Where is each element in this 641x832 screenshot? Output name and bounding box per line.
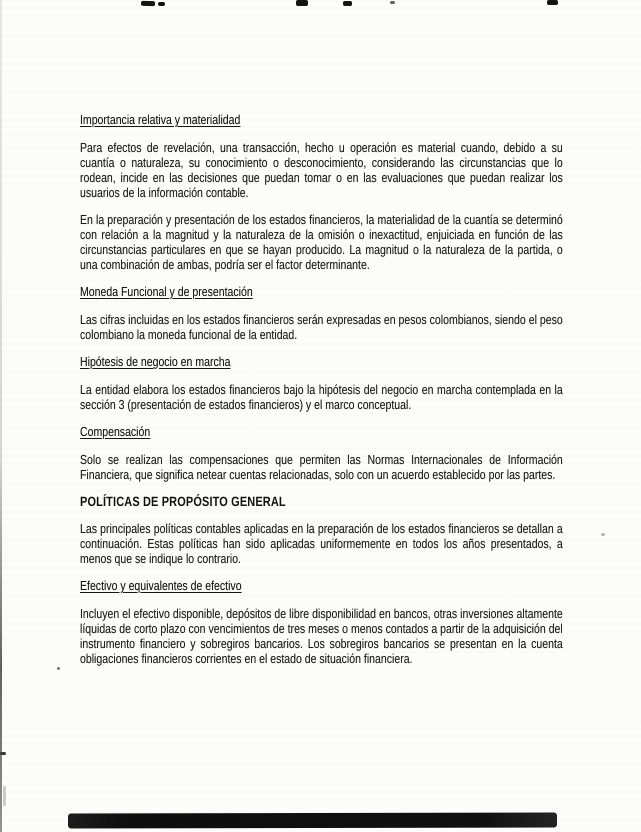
scan-artifact-top-speck-2 xyxy=(158,2,165,6)
scan-artifact-top-speck-3 xyxy=(296,0,308,6)
heading-efectivo-equivalentes: Efectivo y equivalentes de efectivo xyxy=(80,578,242,593)
scan-artifact-top-speck-4 xyxy=(343,1,352,6)
paragraph-moneda-funcional: Las cifras incluidas en los estados financieros serán expresadas en pesos colombianos, siendo el peso colombiano la moneda funcional de la entidad. xyxy=(80,312,563,342)
scan-artifact-top-speck-5 xyxy=(390,1,395,4)
paragraph-materialidad-1: Para efectos de revelación, una transacción, hecho u operación es material cuando, debido a su cuantía o naturaleza, su conocimiento o desconocimiento, considerando las circunstancias que lo rodean, incide en las decisiones que puedan tomar o en las evaluaciones que puedan realizar los usuarios de la información contable. xyxy=(80,140,563,200)
heading-moneda-funcional: Moneda Funcional y de presentación xyxy=(80,284,253,299)
scan-artifact-left-edge-line xyxy=(0,0,2,832)
paragraph-materialidad-2: En la preparación y presentación de los estados financieros, la materialidad de la cuantía se determinó con relación a la magnitud y la naturaleza de la omisión o inexactitud, enjuiciada en función de las circunstancias particulares en que se hayan producido. La magnitud o la naturaleza de la partida, o una combinación de ambas, podría ser el factor determinante. xyxy=(80,212,563,272)
scan-artifact-margin-dot xyxy=(57,667,60,670)
heading-hipotesis-negocio: Hipótesis de negocio en marcha xyxy=(80,354,231,369)
scan-artifact-top-speck-1 xyxy=(141,1,155,6)
paragraph-compensacion: Solo se realizan las compensaciones que permiten las Normas Internacionales de Información Financiera, que significa netear cuentas relacionadas, solo con un acuerdo establecido por las partes. xyxy=(80,452,563,482)
scan-artifact-top-speck-6 xyxy=(547,0,558,5)
paragraph-politicas-generales: Las principales políticas contables aplicadas en la preparación de los estados financieros se detallan a continuación. Estas políticas han sido aplicadas uniformemente en todos los años presentados, a menos que se indique lo contrario. xyxy=(80,521,563,566)
paragraph-efectivo-equivalentes: Incluyen el efectivo disponible, depósitos de libre disponibilidad en bancos, otras inversiones altamente líquidas de corto plazo con vencimientos de tres meses o menos contados a partir de la adquisición del instrumento financiero y sobregiros bancarios. Los sobregiros bancarios se presentan en la cuenta obligaciones financieros corrientes en el estado de situación financiera. xyxy=(80,606,563,666)
scan-artifact-right-dot xyxy=(601,533,605,536)
heading-importancia-relativa: Importancia relativa y materialidad xyxy=(80,112,241,127)
scan-artifact-bottom-bar xyxy=(68,812,557,828)
document-text-area xyxy=(80,112,563,678)
heading-compensacion: Compensación xyxy=(80,424,151,439)
paragraph-hipotesis-negocio: La entidad elabora los estados financieros bajo la hipótesis del negocio en marcha contemplada en la sección 3 (presentación de estados financieros) y el marco conceptual. xyxy=(80,382,563,412)
scan-artifact-left-squiggle xyxy=(3,786,6,806)
scan-artifact-left-tick xyxy=(0,752,6,755)
heading-politicas-proposito-general: POLÍTICAS DE PROPÓSITO GENERAL xyxy=(80,494,286,509)
